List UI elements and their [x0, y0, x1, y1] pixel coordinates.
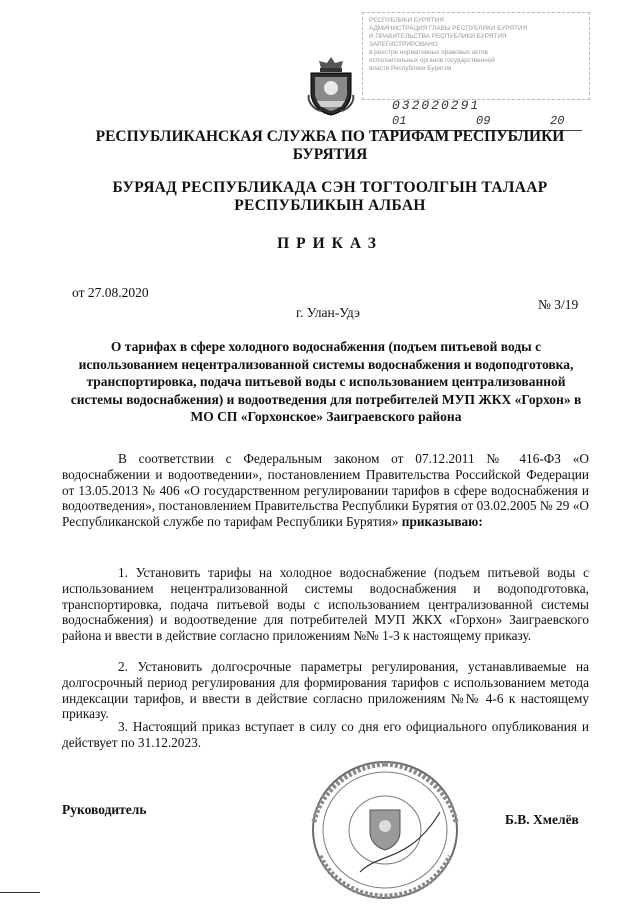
registration-number: 032020291	[392, 98, 481, 113]
order-item-3: 3. Настоящий приказ вступает в силу со дня его официального опубликования и действует по 31.12.2023.	[62, 719, 589, 750]
order-item-1: 1. Установить тарифы на холодное водоснабжение (подъем питьевой воды с использованием нецентрализованной системы водоснабжения и водоподготовка, транспортировка, подача питьевой воды с использованием централизованной системы водоснабжения) и водоотведение для потребителей МУП ЖКХ «Горхон» Заиграевского района и ввести в действие согласно приложениям №№ 1-3 к настоящему приказу.	[62, 565, 589, 644]
preamble-text: В соответствии с Федеральным законом от 07.12.2011 № 416-ФЗ «О водоснабжении и водоотведении», постановлением Правительства Российской Федерации от 13.05.2013 № 406 «О государственном регулировании тарифов в сфере водоснабжения и водоотведения», постановлением Правительства Республики Бурятия от 03.02.2005 № 29 «О Республиканской службе по тарифам Республики Бурятия»	[62, 451, 589, 530]
order-city: г. Улан-Удэ	[296, 305, 360, 320]
footer-divider	[0, 892, 40, 893]
stamp-line: И ПРАВИТЕЛЬСТВА РЕСПУБЛИКИ БУРЯТИЯ	[369, 33, 507, 40]
registration-date-day: 01	[392, 114, 407, 128]
coat-of-arms-emblem	[305, 55, 357, 117]
stamp-line: исполнительных органов государственной	[369, 57, 495, 64]
order-date: от 27.08.2020	[72, 285, 149, 300]
stamp-line: РЕСПУБЛИКИ БУРЯТИЯ	[369, 17, 444, 24]
order-number: № 3/19	[538, 297, 579, 312]
stamp-line: АДМИНИСТРАЦИЯ ГЛАВЫ РЕСПУБЛИКИ БУРЯТИЯ	[369, 25, 528, 32]
stamp-line: в реестре нормативных правовых актов	[369, 49, 488, 56]
agency-title-buryat: БУРЯАД РЕСПУБЛИКАДА СЭН ТОГТООЛГЫН ТАЛААР РЕСПУБЛИКЫН АЛБАН	[112, 179, 548, 214]
stamp-line: ЗАРЕГИСТРИРОВАНО	[369, 41, 438, 48]
preamble-paragraph	[62, 451, 589, 530]
decree-word: приказываю:	[401, 514, 483, 530]
agency-title-russian: РЕСПУБЛИКАНСКАЯ СЛУЖБА ПО ТАРИФАМ РЕСПУБЛИКИ БУРЯТИЯ	[95, 128, 565, 163]
signatory-name: Б.В. Хмелёв	[505, 812, 579, 827]
registration-date-month: 09	[476, 114, 491, 128]
signatory-role: Руководитель	[62, 802, 147, 817]
registration-date-year: 20	[550, 114, 565, 128]
order-item-2: 2. Установить долгосрочные параметры регулирования, устанавливаемые на долгосрочный период регулирования для формирования тарифов с использованием метода индексации тарифов, и ввести в действие согласно приложениям №№ 4-6 к настоящему приказу.	[62, 659, 589, 722]
document-type-title: ПРИКАЗ	[277, 235, 383, 252]
registration-stamp	[362, 12, 590, 100]
stamp-line: власти Республики Бурятия	[369, 65, 452, 72]
official-seal	[300, 752, 470, 902]
order-subject: О тарифах в сфере холодного водоснабжения (подъем питьевой воды с использованием нецентрализованной системы водоснабжения и водоподготовка, транспортировка, подача питьевой воды с использованием централизованной системы водоснабжения) и водоотведения для потребителей МУП ЖКХ «Горхон» в МО СП «Горхонское» Заиграевского района	[70, 339, 582, 424]
